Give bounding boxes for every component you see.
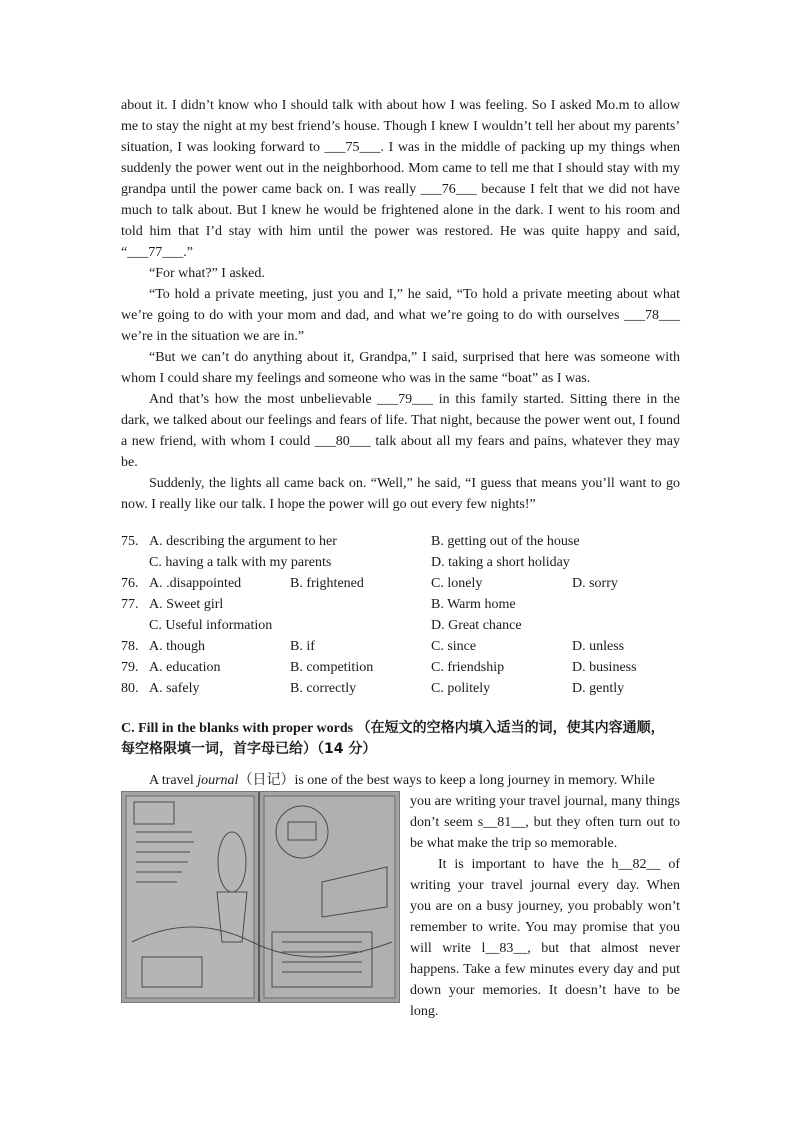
question-number: 76. xyxy=(121,576,139,591)
option-c: C. politely xyxy=(431,681,491,696)
intro-journal-word: journal xyxy=(197,773,239,788)
option-c: C. lonely xyxy=(431,576,483,591)
option-c: C. having a talk with my parents xyxy=(149,555,332,570)
intro-text: is one of the best ways to keep a long journey in memory. While xyxy=(294,773,655,788)
option-c: C. friendship xyxy=(431,660,505,675)
option-row xyxy=(121,573,680,594)
section-c-passage xyxy=(410,791,680,1022)
intro-paren: （日记） xyxy=(238,773,295,788)
option-a: A. Sweet girl xyxy=(149,597,224,612)
passage-paragraph: you are writing your travel journal, many things don’t seem s__81__, but they often turn out to be what make the trip so memorable. xyxy=(410,794,680,851)
intro-text: A travel xyxy=(149,773,198,788)
answer-options xyxy=(121,531,680,699)
option-row xyxy=(121,594,680,615)
passage-paragraph: about it. I didn’t know who I should talk with about how I was feeling. So I asked Mo.m to allow me to stay the night at my best friend’s house. Though I knew I wouldn’t tell her about my parents’ situation, I was looking forward to ___75___. I was in the middle of packing up my things when suddenly the power went out in the neighborhood. Mom came to tell me that I should stay with my grandpa until the power came back on. I was really ___76___ because I felt that we did not have much to talk about. But I knew he would be frightened alone in the dark. I went to his room and told him that I’d stay with him until the power was restored. He was quite happy and said, “___77___.” xyxy=(121,98,680,260)
section-c-heading xyxy=(121,718,680,760)
travel-journal-photo xyxy=(121,791,400,1003)
section-c-title: C. Fill in the blanks with proper words xyxy=(121,721,354,736)
option-c: C. Useful information xyxy=(149,618,273,633)
passage-paragraph: It is important to have the h__82__ of writing your travel journal every day. When you are on a busy journey, you probably won’t remember to write. You may promise that you will write l__83__, but that almost never happens. Take a few minutes every day and put down your memories. It doesn’t have to be long. xyxy=(410,857,680,1019)
option-b: B. if xyxy=(290,639,315,654)
option-a: A. safely xyxy=(149,681,200,696)
option-d: D. business xyxy=(572,660,637,675)
option-row xyxy=(121,678,680,699)
question-number: 78. xyxy=(121,639,139,654)
passage-paragraph: “For what?” I asked. xyxy=(149,266,265,281)
option-d: D. sorry xyxy=(572,576,618,591)
question-number: 80. xyxy=(121,681,139,696)
option-c: C. since xyxy=(431,639,477,654)
section-c-instruction: （在短文的空格内填入适当的词，使其内容通顺， xyxy=(356,720,665,736)
option-d: D. taking a short holiday xyxy=(431,555,570,570)
section-c-intro xyxy=(121,770,680,791)
option-b: B. competition xyxy=(290,660,374,675)
option-a: A. describing the argument to her xyxy=(149,534,337,549)
option-d: D. gently xyxy=(572,681,625,696)
question-number: 77. xyxy=(121,597,139,612)
option-b: B. Warm home xyxy=(431,597,516,612)
option-a: A. though xyxy=(149,639,205,654)
reading-passage xyxy=(121,95,680,760)
option-a: A. .disappointed xyxy=(149,576,242,591)
passage-paragraph: “But we can’t do anything about it, Grandpa,” I said, surprised that here was someone with whom I could share my feelings and someone who was in the same “boat” as I was. xyxy=(121,350,680,386)
option-row xyxy=(121,552,680,573)
option-row xyxy=(121,657,680,678)
passage-paragraph: And that’s how the most unbelievable ___79___ in this family started. Sitting there in the dark, we talked about our feelings and fears of life. That night, because the power went out, I found a new friend, with whom I could ___80___ talk about all my fears and pains, whatever they may be. xyxy=(121,392,680,470)
option-d: D. unless xyxy=(572,639,625,654)
option-row xyxy=(121,636,680,657)
question-number: 79. xyxy=(121,660,139,675)
option-d: D. Great chance xyxy=(431,618,522,633)
option-a: A. education xyxy=(149,660,221,675)
passage-paragraph: “To hold a private meeting, just you and I,” he said, “To hold a private meeting about what we’re going to do with your mom and dad, and what we’re going to do with ourselves ___78___ we’re in the situation we are in.” xyxy=(121,287,680,344)
option-row xyxy=(121,615,680,636)
section-c-instruction: 每空格限填一词，首字母已给）（14 分） xyxy=(121,741,377,757)
question-number: 75. xyxy=(121,534,139,549)
option-row xyxy=(121,531,680,552)
option-b: B. getting out of the house xyxy=(431,534,580,549)
option-b: B. correctly xyxy=(290,681,357,696)
passage-paragraph: Suddenly, the lights all came back on. “Well,” he said, “I guess that means you’ll want to go now. I really like our talk. I hope the power will go out every few nights!” xyxy=(121,476,680,512)
option-b: B. frightened xyxy=(290,576,364,591)
